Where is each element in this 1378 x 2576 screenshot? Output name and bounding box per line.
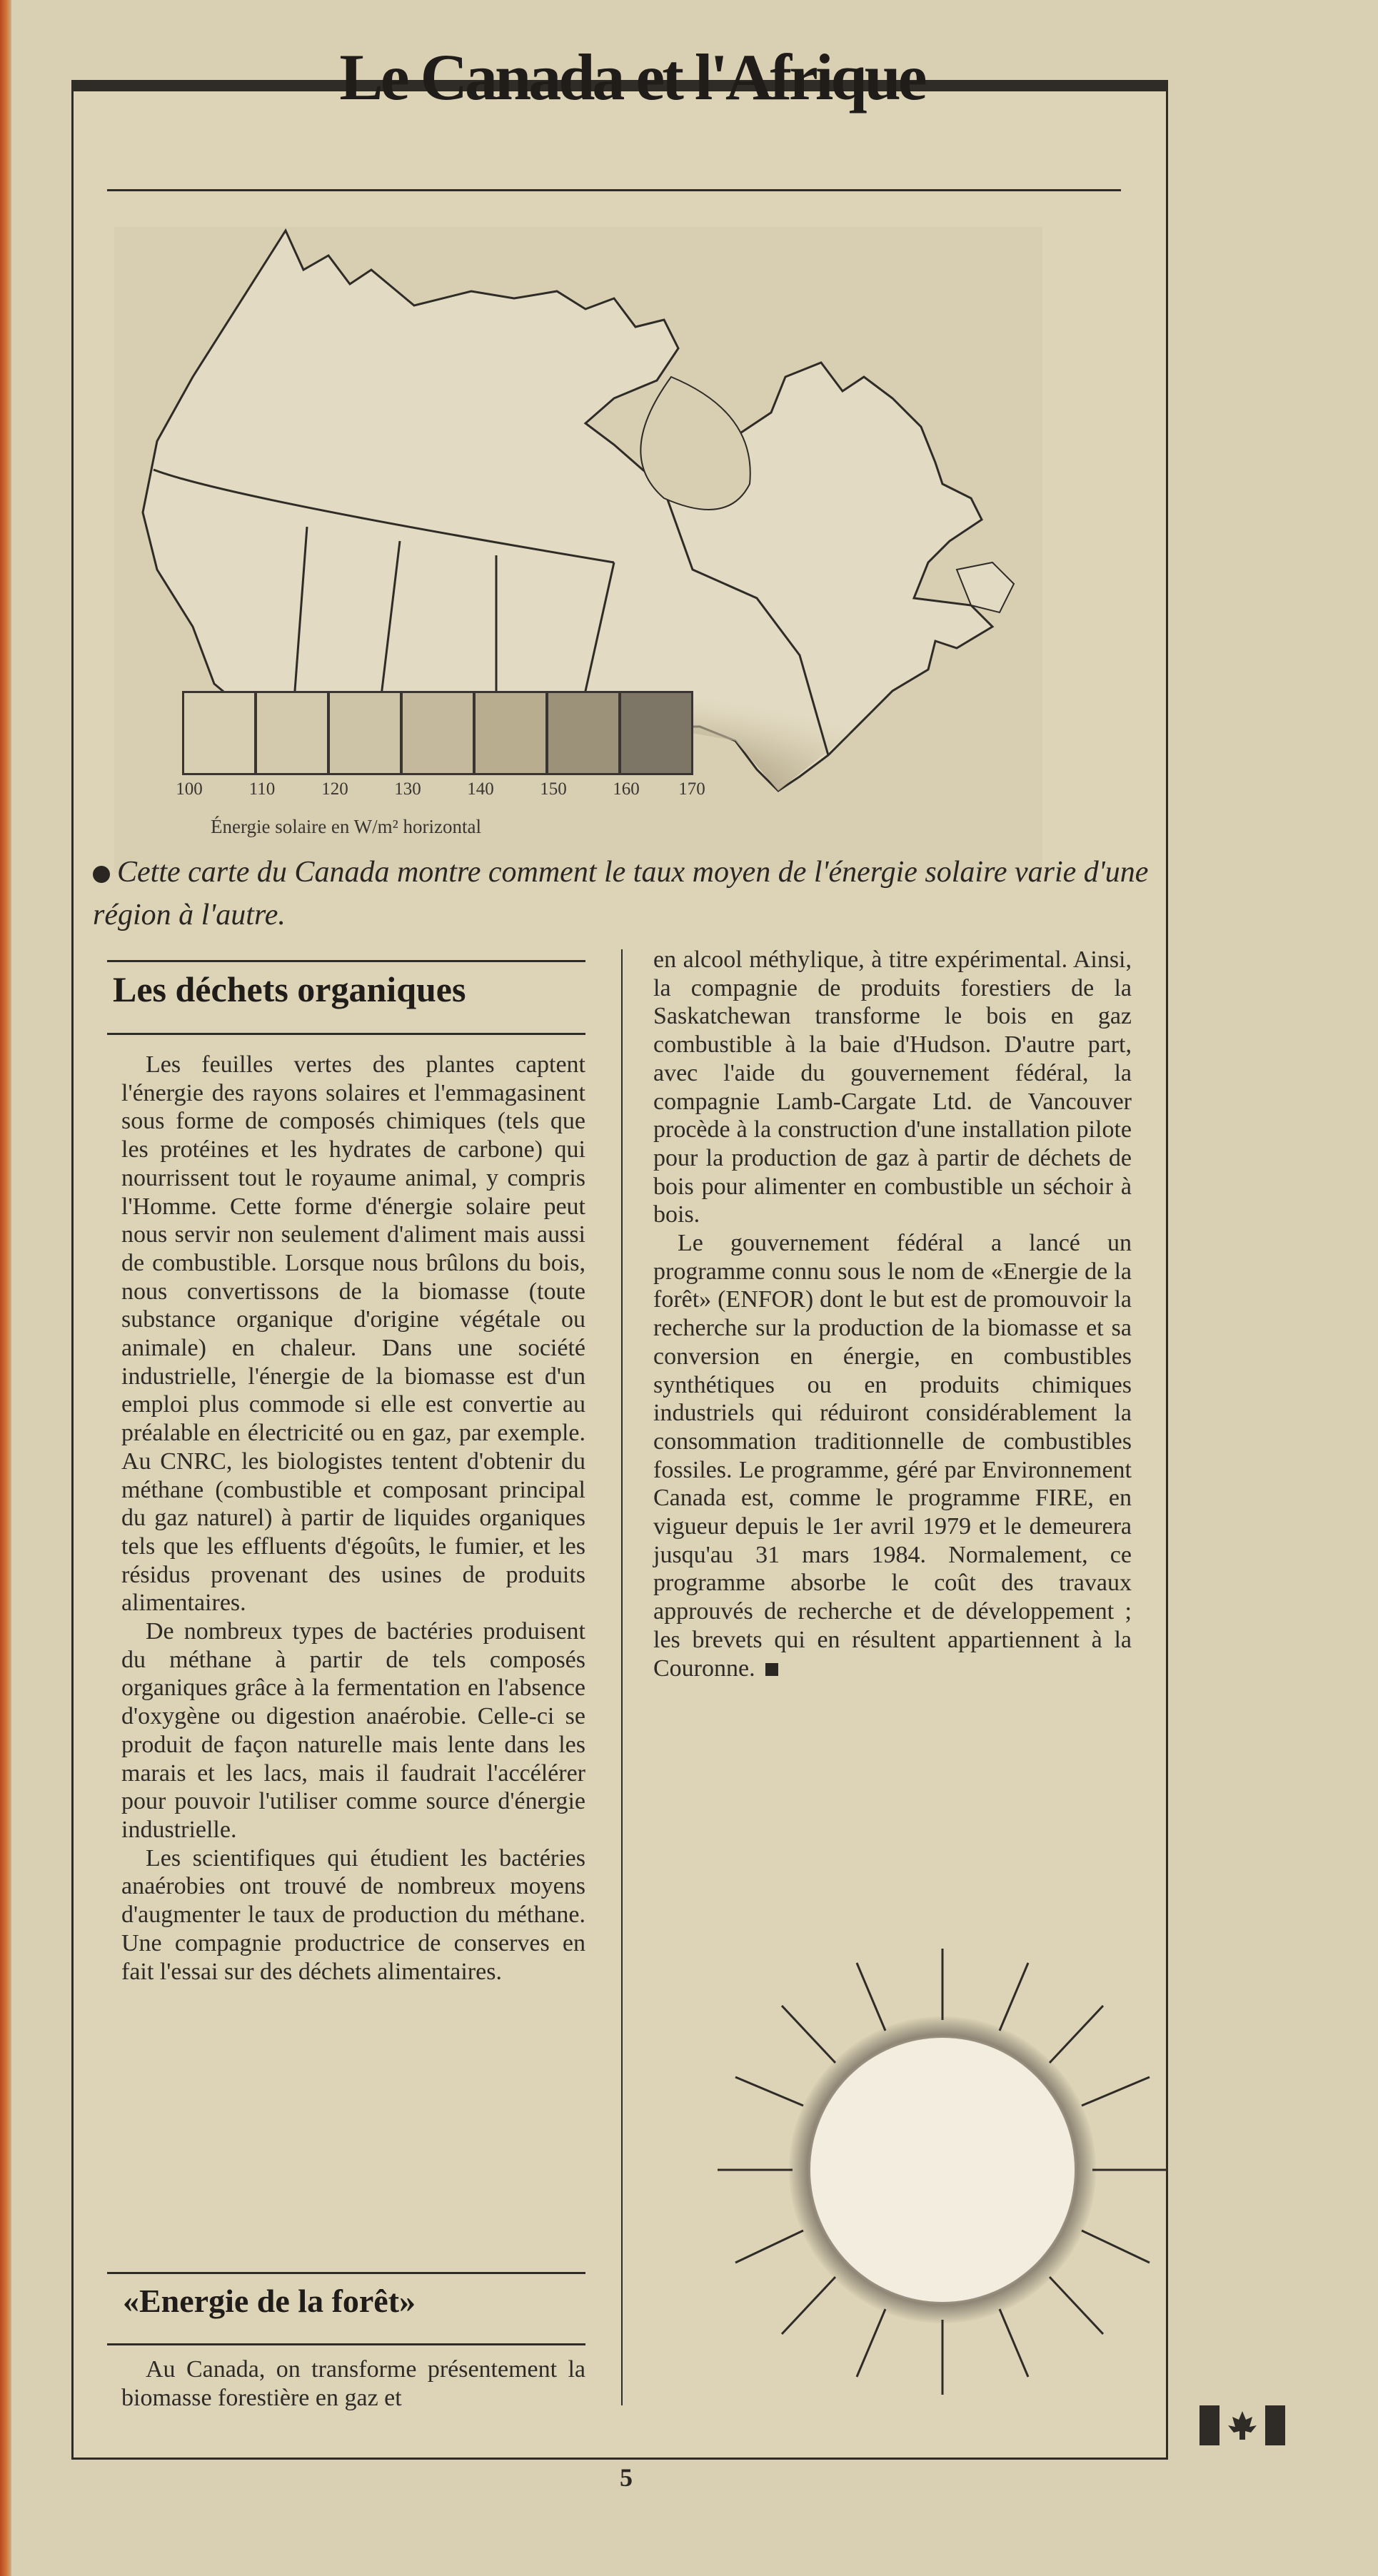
sun-illustration [714,1941,1171,2398]
paragraph [653,1229,1132,1682]
paragraph: De nombreux types de bactéries produisent du méthane à partir de tels composés organiques grâce à la fermentation en l'absence d'oxygène ou digestion anaérobie. Celle-ci se produit de façon naturelle mais lente dans les marais et les lacs, mais il faudrait l'accélérer pour pouvoir l'utiliser comme source d'énergie industrielle. [121,1618,585,1843]
legend-tick: 160 [613,779,640,799]
map-caption [93,851,1164,936]
map-svg [114,227,1042,873]
paragraph: en alcool méthylique, à titre expérimental. Ainsi, la compagnie de produits forestiers de la Saskatchewan transforme le bois en gaz combustible à la baie d'Hudson. D'autre part, avec l'aide du gouvernement fédéral, la compagnie Lamb-Cargate Ltd. de Vancouver procède à la construction d'une installation pilote pour la production de gaz à partir de déchets de bois pour alimenter en combustible un séchoir à bois. [653,946,1132,1228]
legend-swatch [401,691,475,775]
canada-flag-icon [1200,2405,1285,2445]
section-rule [107,2343,585,2345]
legend-swatch [619,691,693,775]
legend-swatch [328,691,402,775]
section-heading-foret: «Energie de la forêt» [123,2283,416,2319]
map-caption-text: Cette carte du Canada montre comment le taux moyen de l'énergie solaire varie d'une région à l'autre. [93,856,1149,931]
legend-caption: Énergie solaire en W/m² horizontal [211,816,481,837]
page-number: 5 [620,2463,633,2492]
legend-swatch [546,691,620,775]
column-divider [621,949,623,2405]
hudson-bay [640,377,750,510]
paragraph-text: Le gouvernement fédéral a lancé un programme connu sous le nom de «Energie de la forêt» (ENFOR) dont le but est de promouvoir la recherche sur la production de la biomasse et sa conversion en énergie, en combustibles synthétiques ou en produits chimiques industriels qui réduiront considérablement la consommation traditionnelle de combustibles fossiles. Le programme, géré par Environnement Canada est, comme le programme FIRE, en vigueur depuis le 1er avril 1979 et le demeurera jusqu'au 31 mars 1984. Normalement, ce programme absorbe le coût des travaux approuvés de recherche et de développement ; les brevets qui en résultent appartiennent à la Couronne. [653,1230,1132,1682]
paragraph: Les feuilles vertes des plantes captent l'énergie des rayons solaires et l'emmagasinent sous forme de composés chimiques (tels que les protéines et les hydrates de carbone) qui nourrissent tout le royaume animal, y compris l'Homme. Cette forme d'énergie solaire peut nous servir non seulement d'aliment mais aussi de combustible. Lorsque nous brûlons du bois, nous convertissons de la biomasse (toute substance organique d'origine végétale ou animale) en chaleur. Dans une société industrielle, l'énergie de la biomasse est d'un emploi plus commode si elle est convertie au préalable en électricité ou en gaz, par exemple. Au CNRC, les biologistes tentent d'obtenir du méthane (combustible et composant principal du gaz naturel) à partir de liquides organiques tels que les effluents d'égoûts, le fumier, et les résidus provenant des usines de produits alimentaires. [121,1051,585,1617]
legend-tick: 130 [394,779,421,799]
binding-strip [0,0,11,2576]
section-rule [107,1033,585,1035]
page-title: Le Canada et l'Afrique [339,41,925,113]
canada-solar-map [114,227,1042,873]
legend-tick: 120 [321,779,348,799]
legend-tick: 150 [540,779,567,799]
section-rule [107,960,585,962]
legend-swatch [473,691,548,775]
bullet-icon [93,866,110,883]
legend-tick: 100 [176,779,203,799]
legend-tick: 110 [248,779,276,799]
section-heading-dechets: Les déchets organiques [113,969,466,1009]
legend-tick: 140 [467,779,494,799]
paragraph: Les scientifiques qui étudient les bactéries anaérobies ont trouvé de nombreux moyens d'augmenter le taux de production du méthane. Une compagnie productrice de conserves en fait l'essai sur des déchets alimentaires. [121,1844,585,1985]
legend-swatch [182,691,256,775]
section1-body [121,1051,585,1986]
section2-intro [121,2355,585,2412]
legend-swatch [255,691,329,775]
section-rule [107,2272,585,2274]
end-mark-icon [765,1663,778,1676]
title-rule [107,189,1121,191]
section2-body [653,946,1132,1682]
legend-tick: 170 [678,779,705,799]
sun-core [810,2038,1075,2302]
paragraph: Au Canada, on transforme présentement la biomasse forestière en gaz et [121,2356,585,2411]
